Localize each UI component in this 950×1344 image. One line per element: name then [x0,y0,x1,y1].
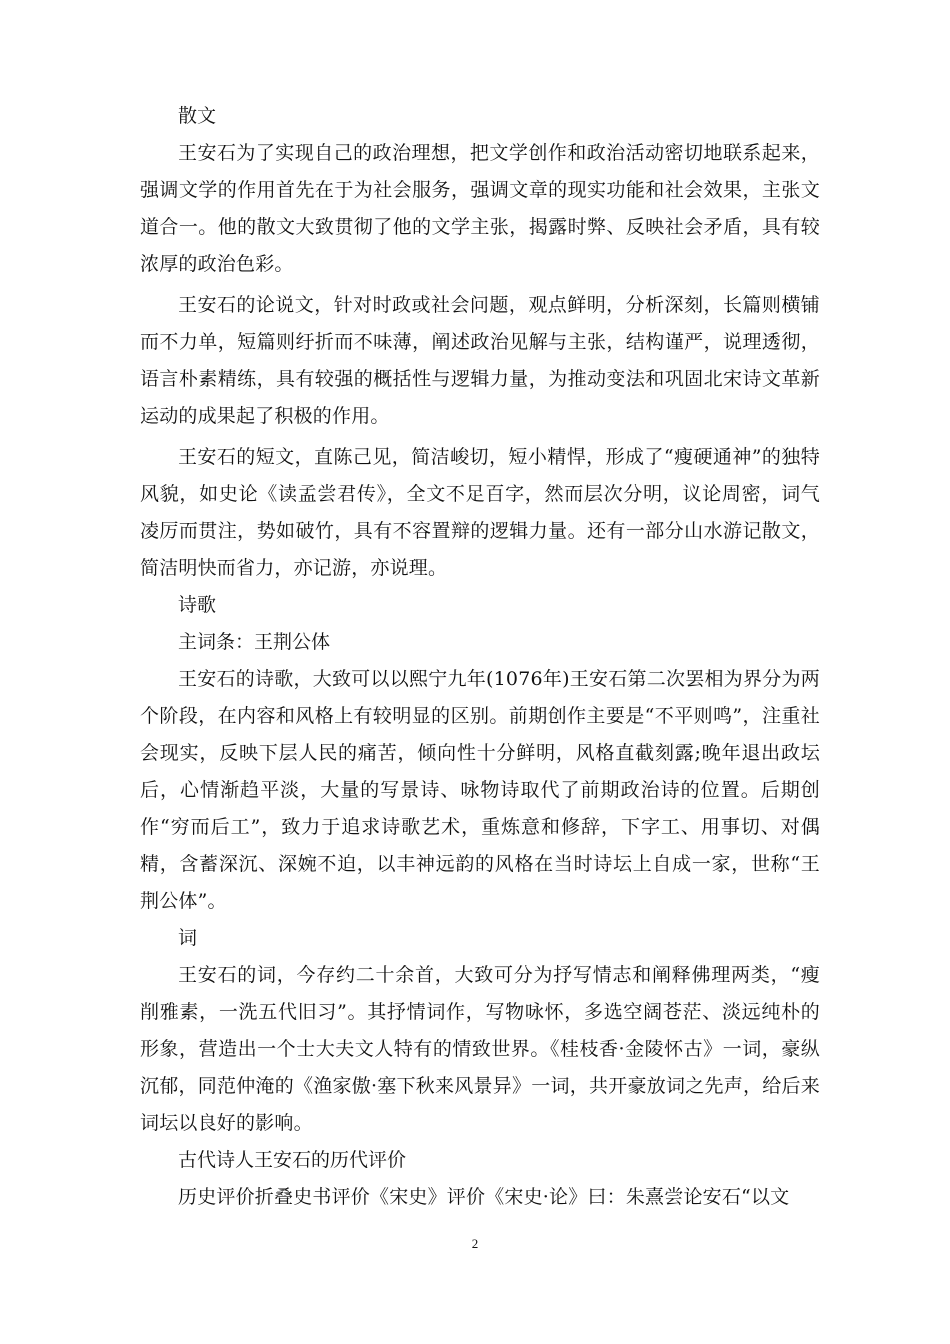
section-heading-evaluation: 古代诗人王安石的历代评价 [178,1149,407,1171]
paragraph-prose-overview: 王安石为了实现自己的政治理想，把文学创作和政治活动密切地联系起来，强调文学的作用首先在于为社会服务，强调文章的现实功能和社会效果，主张文道合一。他的散文大致贯彻了他的文学主张，揭露时弊、反映社会矛盾，具有较浓厚的政治色彩。 [140,142,820,275]
paragraph-poetry: 王安石的诗歌，大致可以以熙宁九年(1076年)王安石第二次罢相为界分为两个阶段，在内容和风格上有较明显的区别。前期创作主要是“不平则鸣”，注重社会现实，反映下层人民的痛苦，倾向性十分鲜明，风格直截刻露;晚年退出政坛后，心情渐趋平淡，大量的写景诗、咏物诗取代了前期政治诗的位置。后期创作“穷而后工”，致力于追求诗歌艺术，重炼意和修辞，下字工、用事切、对偶精，含蓄深沉、深婉不迫，以丰神远韵的风格在当时诗坛上自成一家，世称“王荆公体”。 [140,668,820,912]
document-body [140,98,820,1216]
paragraph-ci: 王安石的词，今存约二十余首，大致可分为抒写情志和阐释佛理两类，“瘦削雅素，一洗五代旧习”。其抒情词作，写物咏怀，多选空阔苍茫、淡远纯朴的形象，营造出一个士大夫文人特有的情致世界。《桂枝香·金陵怀古》一词，豪纵沉郁，同范仲淹的《渔家傲·塞下秋来风景异》一词，共开豪放词之先声，给后来词坛以良好的影响。 [140,964,820,1134]
section-heading-prose: 散文 [178,105,217,127]
paragraph-argumentative-essays: 王安石的论说文，针对时政或社会问题，观点鲜明，分析深刻，长篇则横铺而不力单，短篇则纡折而不味薄，阐述政治见解与主张，结构谨严，说理透彻，语言朴素精练，具有较强的概括性与逻辑力量，为推动变法和巩固北宋诗文革新运动的成果起了积极的作用。 [140,294,820,427]
section-heading-ci: 词 [178,927,198,949]
main-entry-note: 主词条：王荆公体 [178,631,331,653]
section-heading-poetry: 诗歌 [178,594,217,616]
paragraph-evaluation: 历史评价折叠史书评价《宋史》评价《宋史·论》曰：朱熹尝论安石“以文 [178,1186,790,1208]
paragraph-short-essays: 王安石的短文，直陈己见，简洁峻切，短小精悍，形成了“瘦硬通神”的独特风貌，如史论《读孟尝君传》，全文不足百字，然而层次分明，议论周密，词气凌厉而贯注，势如破竹，具有不容置辩的逻辑力量。还有一部分山水游记散文，简洁明快而省力，亦记游，亦说理。 [140,446,820,579]
page-number: 2 [471,1236,479,1251]
